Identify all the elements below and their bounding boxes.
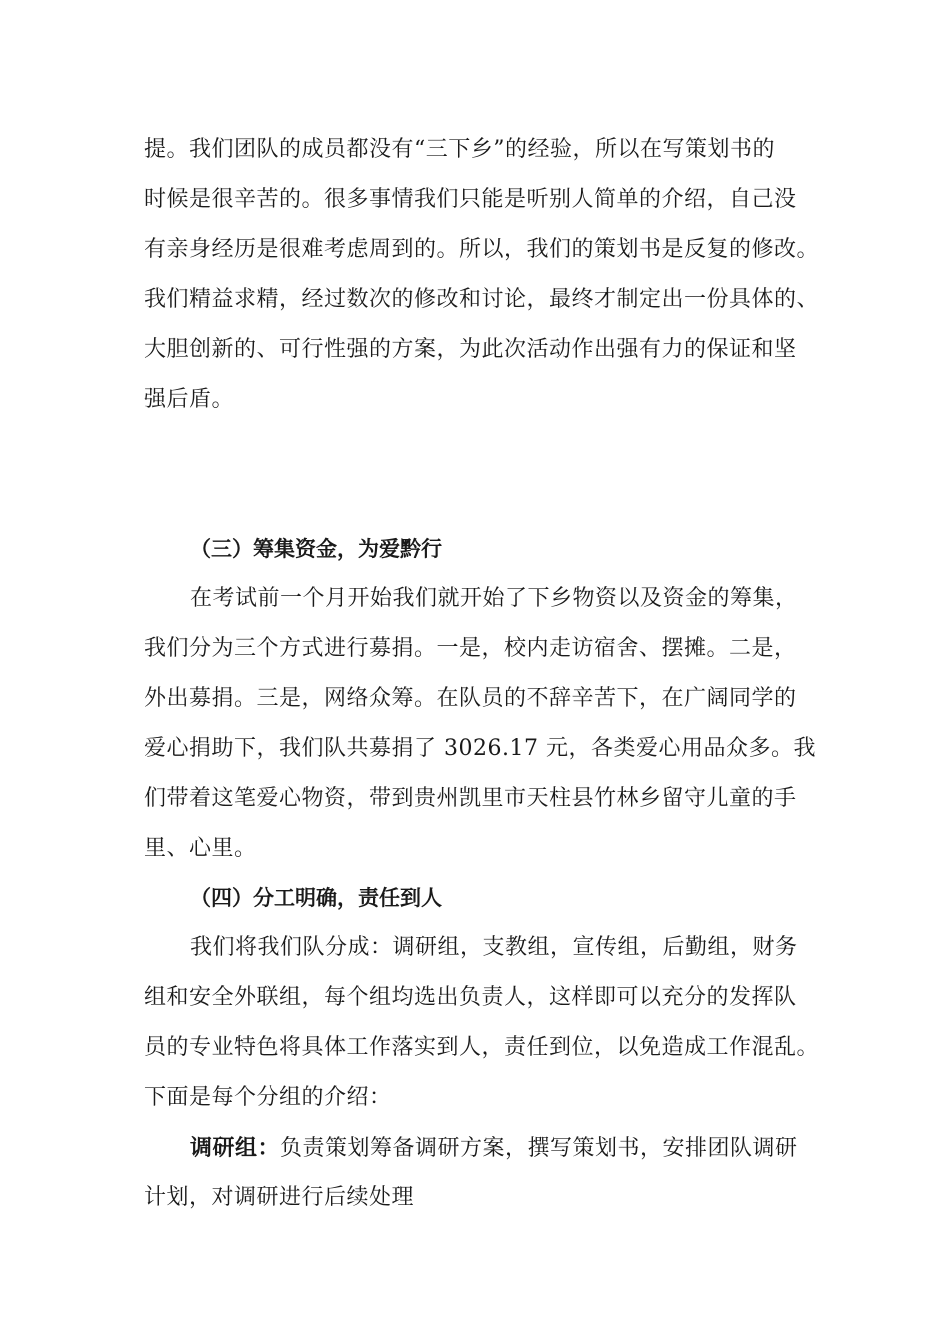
paragraph-line: 里、心里。 [144,836,257,861]
research-group-text: 负责策划筹备调研方案，撰写策划书，安排团队调研 [280,1136,798,1161]
paragraph-line: 计划，对调研进行后续处理 [144,1185,415,1210]
paragraph-line: 们带着这笔爱心物资，带到贵州凯里市天柱县竹林乡留守儿童的手 [144,786,797,811]
paragraph-line: 我们将我们队分成：调研组，支教组，宣传组，后勤组，财务 [190,935,798,960]
paragraph-line: 时候是很辛苦的。很多事情我们只能是听别人简单的介绍，自己没 [144,187,797,212]
paragraph-line: 我们分为三个方式进行募捐。一是，校内走访宿舍、摆摊。二是， [144,636,797,661]
paragraph-line: 有亲身经历是很难考虑周到的。所以，我们的策划书是反复的修改。 [144,237,820,262]
paragraph-line: 大胆创新的、可行性强的方案，为此次活动作出强有力的保证和坚 [144,337,797,362]
paragraph-line: 外出募捐。三是，网络众筹。在队员的不辞辛苦下，在广阔同学的 [144,686,797,711]
section-heading-3: （三）筹集资金，为爱黔行 [190,536,442,561]
paragraph-line: 员的专业特色将具体工作落实到人，责任到位，以免造成工作混乱。 [144,1035,820,1060]
section-heading-4: （四）分工明确，责任到人 [190,885,442,910]
paragraph-line: 提。我们团队的成员都没有“三下乡”的经验，所以在写策划书的 [144,137,775,162]
paragraph-line: 爱心捐助下，我们队共募捐了 3026.17 元，各类爱心用品众多。我 [144,736,816,761]
paragraph-line: 强后盾。 [144,387,235,412]
paragraph-line: 组和安全外联组，每个组均选出负责人，这样即可以充分的发挥队 [144,985,797,1010]
paragraph-line: 我们精益求精，经过数次的修改和讨论，最终才制定出一份具体的、 [144,287,820,312]
research-group-label: 调研组： [190,1135,281,1161]
paragraph-line: 在考试前一个月开始我们就开始了下乡物资以及资金的筹集， [190,586,798,611]
paragraph-line: 下面是每个分组的介绍： [144,1085,392,1110]
research-group-line [190,1133,798,1164]
